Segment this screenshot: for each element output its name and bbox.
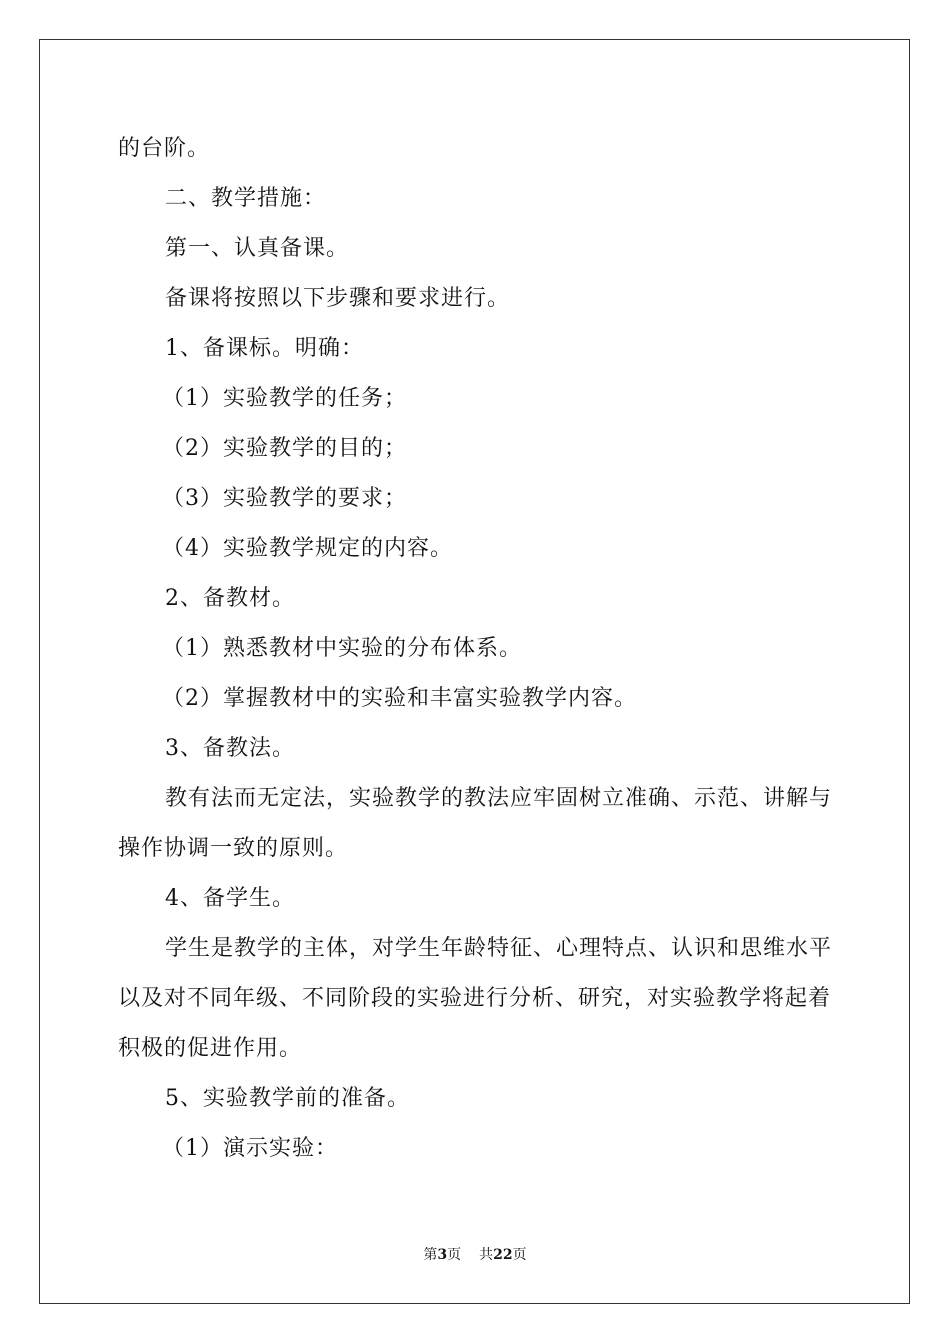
list-heading: 2、备教材。 <box>165 586 295 611</box>
page-prefix: 第 <box>423 1247 438 1263</box>
list-item: （1）实验教学的任务； <box>162 386 407 411</box>
paragraph: 备课将按照以下步骤和要求进行。 <box>165 286 511 311</box>
list-item: （3）实验教学的要求； <box>162 486 407 511</box>
list-heading: 5、实验教学前的准备。 <box>165 1086 410 1111</box>
list-item: （4）实验教学规定的内容。 <box>162 536 453 561</box>
paragraph: 第一、认真备课。 <box>165 236 350 261</box>
list-item: （1）演示实验： <box>162 1136 338 1161</box>
page-suffix: 页 <box>447 1247 462 1263</box>
total-prefix: 共 <box>479 1247 494 1263</box>
section-heading: 二、教学措施： <box>165 186 327 211</box>
list-heading: 3、备教法。 <box>165 736 295 761</box>
total-suffix: 页 <box>512 1247 527 1263</box>
page-footer <box>0 1245 950 1265</box>
list-item: （2）实验教学的目的； <box>162 436 407 461</box>
document-body <box>118 124 834 1174</box>
list-heading: 1、备课标。明确： <box>165 336 364 361</box>
list-item: （2）掌握教材中的实验和丰富实验教学内容。 <box>162 686 637 711</box>
paragraph: 学生是教学的主体，对学生年龄特征、心理特点、认识和思维水平以及对不同年级、不同阶段的实验进行分析、研究，对实验教学将起着积极的促进作用。 <box>118 936 833 1061</box>
list-item: （1）熟悉教材中实验的分布体系。 <box>162 636 522 661</box>
total-pages: 22 <box>493 1247 513 1263</box>
list-heading: 4、备学生。 <box>165 886 295 911</box>
paragraph: 教有法而无定法，实验教学的教法应牢固树立准确、示范、讲解与操作协调一致的原则。 <box>118 786 833 861</box>
paragraph: 的台阶。 <box>118 136 211 161</box>
page-number: 3 <box>437 1247 448 1263</box>
